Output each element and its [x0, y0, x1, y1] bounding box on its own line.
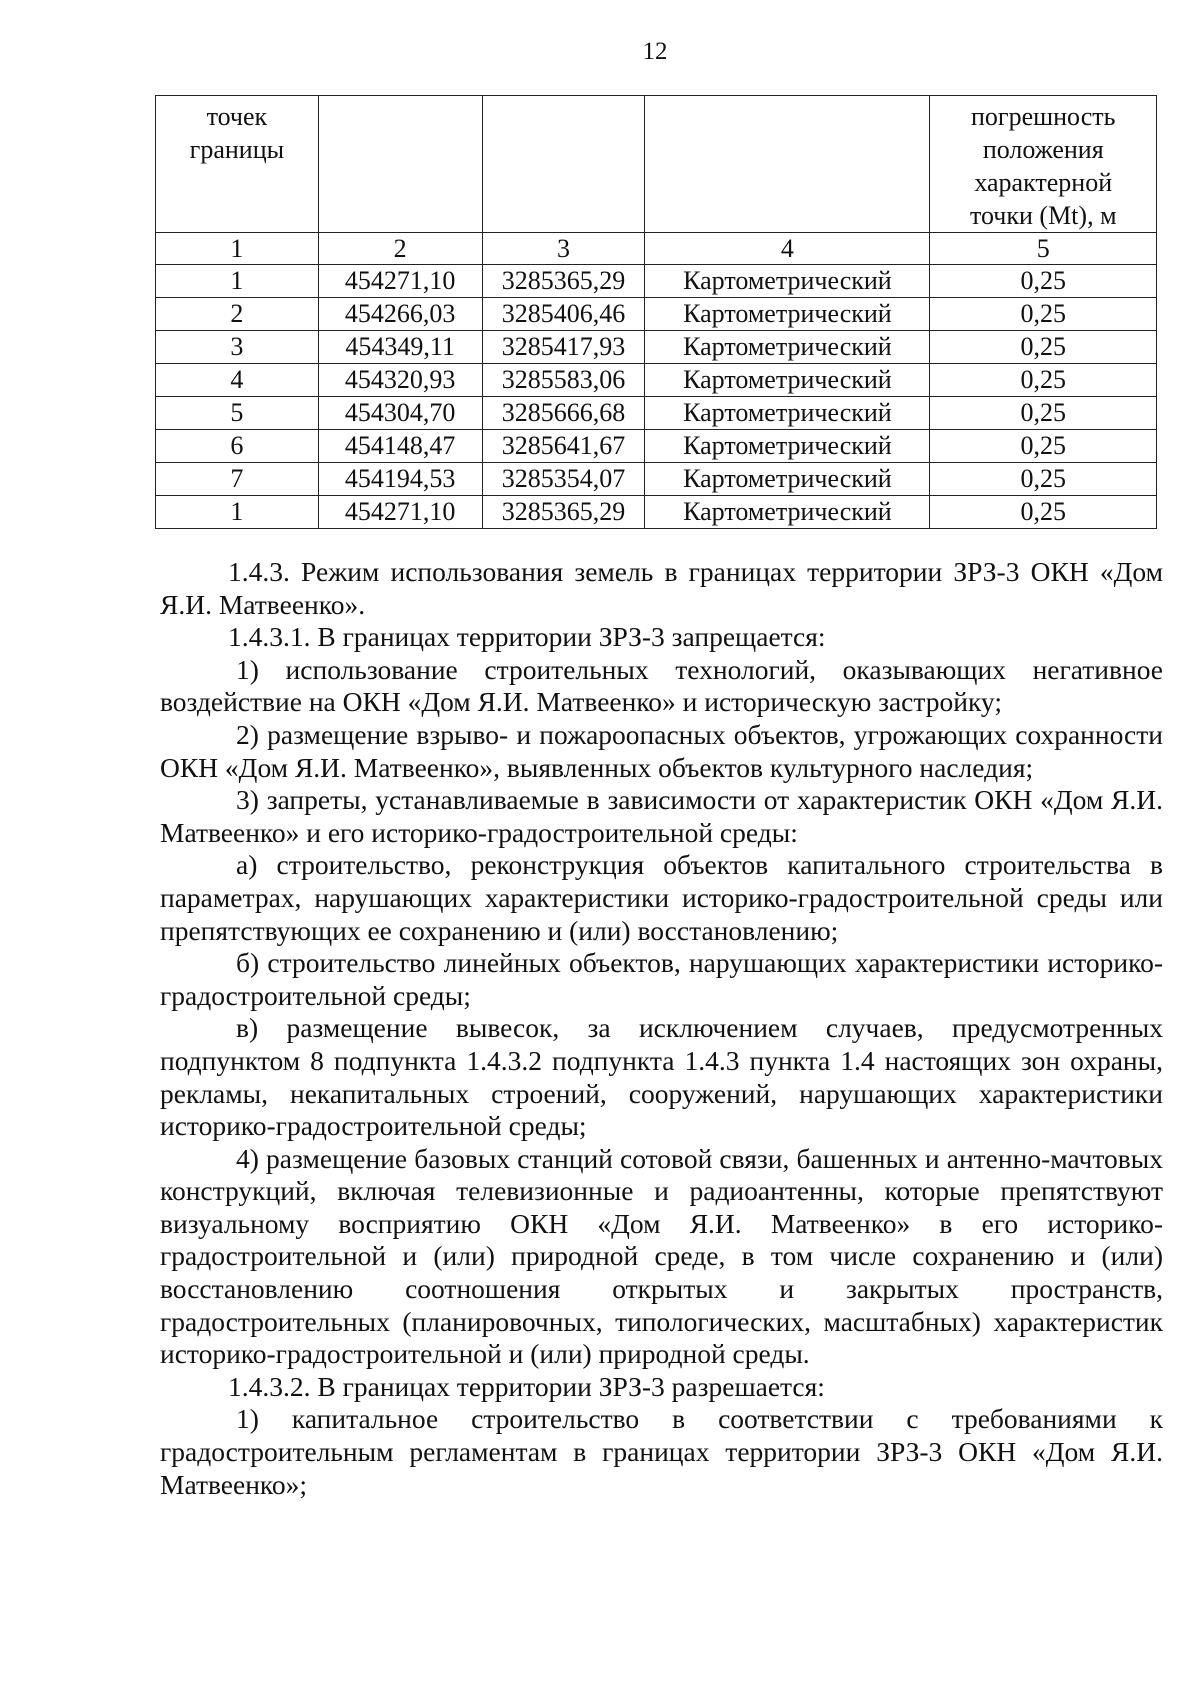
list-item: б) строительство линейных объектов, нарушающих характеристики историко-градостроительной среды; [160, 947, 1163, 1011]
table-row [156, 298, 1157, 331]
table-row [156, 331, 1157, 364]
table-cell: 0,25 [930, 397, 1157, 430]
table-cell: 3285417,93 [482, 331, 645, 364]
list-item: 1) капитальное строительство в соответствии с требованиями к градостроительным регламентам в границах территории ЗРЗ-3 ОКН «Дом Я.И. Матвеенко»; [160, 1403, 1163, 1500]
header-cell [318, 96, 482, 233]
table-row [156, 463, 1157, 496]
column-number-row [156, 233, 1157, 265]
table-cell: 2 [156, 298, 319, 331]
page-number: 12 [642, 38, 668, 65]
table-cell: Картометрический [645, 496, 930, 529]
table-cell: 0,25 [930, 331, 1157, 364]
table-cell: 454266,03 [318, 298, 482, 331]
table-cell: 0,25 [930, 430, 1157, 463]
table-cell: 0,25 [930, 364, 1157, 397]
table-cell: Картометрический [645, 463, 930, 496]
table-cell: 0,25 [930, 496, 1157, 529]
table-cell: 454194,53 [318, 463, 482, 496]
table-cell: 1 [156, 265, 319, 298]
table-cell: 4 [156, 364, 319, 397]
table-header-row [156, 96, 1157, 233]
table-cell: 3285583,06 [482, 364, 645, 397]
table-cell: Картометрический [645, 331, 930, 364]
table-cell: 0,25 [930, 298, 1157, 331]
table-cell: 5 [156, 397, 319, 430]
table-cell: Картометрический [645, 397, 930, 430]
boundary-points-table [155, 95, 1157, 529]
table-row [156, 265, 1157, 298]
table-cell: Картометрический [645, 430, 930, 463]
column-number: 1 [156, 233, 319, 265]
list-item: в) размещение вывесок, за исключением случаев, предусмотренных подпунктом 8 подпункта 1.4.3.2 подпункта 1.4.3 пункта 1.4 настоящих зон охраны, рекламы, некапитальных строений, сооружений, нарушающих характеристики историко-градостроительной среды; [160, 1012, 1163, 1142]
table-cell: 3285365,29 [482, 496, 645, 529]
column-number: 5 [930, 233, 1157, 265]
column-number: 3 [482, 233, 645, 265]
table-cell: Картометрический [645, 298, 930, 331]
column-number: 4 [645, 233, 930, 265]
table-cell: 6 [156, 430, 319, 463]
table-cell: 454349,11 [318, 331, 482, 364]
document-body [160, 556, 1163, 1501]
table-cell: 3285354,07 [482, 463, 645, 496]
table-cell: 3285666,68 [482, 397, 645, 430]
table-cell: 454320,93 [318, 364, 482, 397]
list-item: 3) запреты, устанавливаемые в зависимости от характеристик ОКН «Дом Я.И. Матвеенко» и его историко-градостроительной среды: [160, 784, 1163, 848]
table-cell: 454271,10 [318, 265, 482, 298]
table-cell: 3 [156, 331, 319, 364]
subsection-heading-1-4-3-2: 1.4.3.2. В границах территории ЗРЗ-3 разрешается: [228, 1370, 825, 1402]
table-row [156, 397, 1157, 430]
header-cell: погрешность положения характерной точки (Mt), м [930, 96, 1157, 233]
table-row [156, 364, 1157, 397]
header-cell: точек границы [156, 96, 319, 233]
table-cell: Картометрический [645, 265, 930, 298]
list-item: 4) размещение базовых станций сотовой связи, башенных и антенно-мачтовых конструкций, включая телевизионные и радиоантенны, которые препятствуют визуальному восприятию ОКН «Дом Я.И. Матвеенко» в его историко-градостроительной и (или) природной среде, в том числе сохранению и (или) восстановлению соотношения открытых и закрытых пространств, градостроительных (планировочных, типологических, масштабных) характеристик историко-градостроительной и (или) природной среды. [160, 1142, 1163, 1370]
subsection-heading-1-4-3-1: 1.4.3.1. В границах территории ЗРЗ-3 запрещается: [228, 621, 826, 653]
table-cell: Картометрический [645, 364, 930, 397]
column-number: 2 [318, 233, 482, 265]
section-heading-1-4-3: 1.4.3. Режим использования земель в границах территории ЗРЗ-3 ОКН «Дом Я.И. Матвеенко». [160, 556, 1163, 620]
table-cell: 454304,70 [318, 397, 482, 430]
table-cell: 0,25 [930, 463, 1157, 496]
header-cell [645, 96, 930, 233]
table-row [156, 430, 1157, 463]
list-item: а) строительство, реконструкция объектов капитального строительства в параметрах, нарушающих характеристики историко-градостроительной среды или препятствующих ее сохранению и (или) восстановлению; [160, 849, 1163, 946]
table-cell: 7 [156, 463, 319, 496]
table-cell: 3285406,46 [482, 298, 645, 331]
table-cell: 0,25 [930, 265, 1157, 298]
table-row [156, 496, 1157, 529]
table-cell: 3285641,67 [482, 430, 645, 463]
table-cell: 454148,47 [318, 430, 482, 463]
table-cell: 454271,10 [318, 496, 482, 529]
table-cell: 3285365,29 [482, 265, 645, 298]
list-item: 1) использование строительных технологий, оказывающих негативное воздействие на ОКН «Дом Я.И. Матвеенко» и историческую застройку; [160, 653, 1163, 718]
list-item: 2) размещение взрыво- и пожароопасных объектов, угрожающих сохранности ОКН «Дом Я.И. Матвеенко», выявленных объектов культурного наследия; [160, 718, 1163, 783]
header-cell [482, 96, 645, 233]
table-cell: 1 [156, 496, 319, 529]
